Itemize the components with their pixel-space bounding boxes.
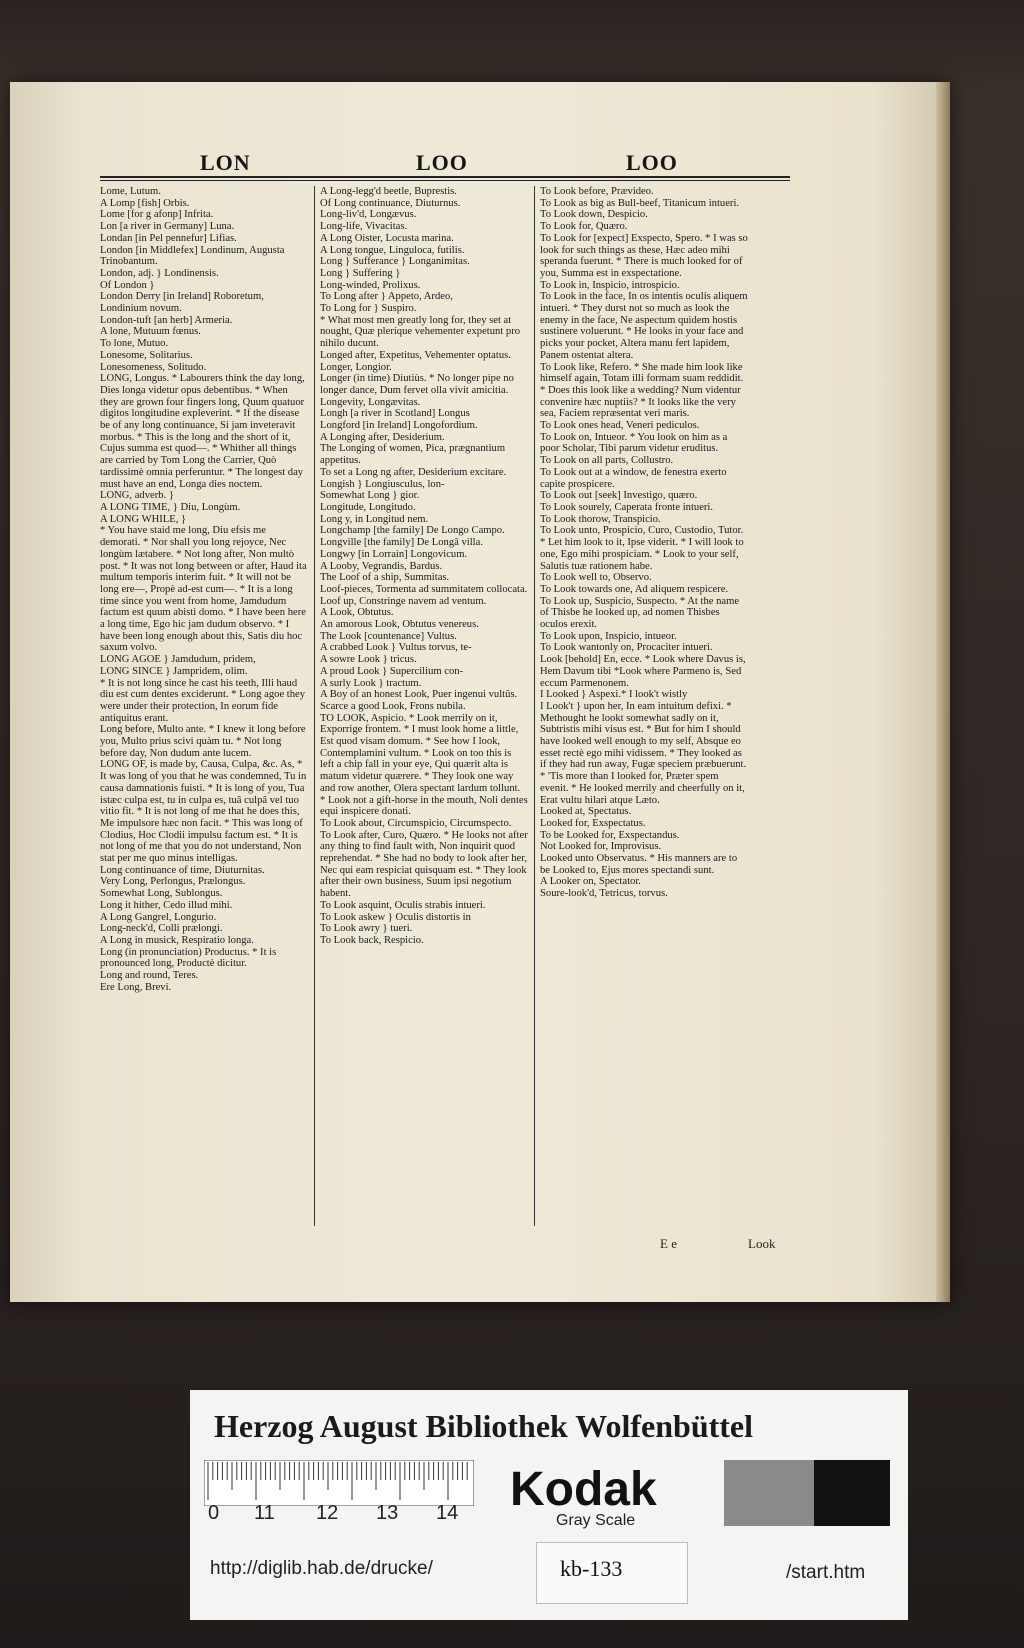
dictionary-entry: Long-life, Vivacitas. xyxy=(320,221,408,233)
dictionary-entry: Long } Sufferance } Longanimitas. xyxy=(320,256,470,268)
dictionary-entry: To Long for } Suspiro. xyxy=(320,303,417,315)
dictionary-entry: LONG AGOE } Jamdudum, pridem, xyxy=(100,654,256,666)
dictionary-entry: A Long tongue, Linguloca, futilis. xyxy=(320,244,465,256)
dictionary-entry: To Look thorow, Transpicio. xyxy=(540,513,661,525)
dictionary-entry: To Look upon, Inspicio, intueor. xyxy=(540,630,677,642)
dictionary-entry: Loof-pieces, Tormenta ad summitatem collocata. xyxy=(320,583,528,595)
dictionary-entry: I Look't } upon her, In eam intuitum defixi. * Methought he lookt somewhat sadly on it, Subtristis mihi visus est. * But for him I should have looked well enough to my self, Absque eo esset rectè ego mihi vidissem. * They looked as if they had run away, Fugæ speciem præbuerunt. * 'Tis more than I looked for, Præter spem evenit. * He looked merrily and cheerfully on it, Erat vultu hilari atque Læto. xyxy=(540,700,747,806)
dictionary-entry: To Look for, Quæro. xyxy=(540,221,628,233)
dictionary-entry: * What most men greatly long for, they set at nought, Quæ pleríque vehementer expetunt pro nihilo ducunt. xyxy=(320,314,521,350)
dictionary-entry: Lome [for g afonp] Infrita. xyxy=(100,209,214,221)
dictionary-entry: LONG, Longus. * Labourers think the day long, Dies longa videtur opus debentibus. * When they are grown four fingers long, Quum quatuor digitos longitudine expleverint. * If the disease be of any long continuance, Si jam inveteravit morbus. * This is the long and the short of it, Cujus summa est quod—. * Whither all things are carried by Tom Long the Carrier, Quò tardissimè omnia perferuntur. * The longest day must have an end, Longa dies noctem. xyxy=(100,373,305,490)
dictionary-entry: To set a Long ng after, Desiderium excitare. xyxy=(320,466,507,478)
dictionary-entry: Longer, Longior. xyxy=(320,361,392,373)
dictionary-entry: * You have staid me long, Diu efsis me demorati. * Nor shall you long rejoyce, Nec longùm lætabere. * Not long after, Non multò post. * It was not long between or after, Haud ita multum temporis interim fuit. * It will not be long ere—, Propè ad-est cum—. * It is a long time since you went from home, Jamdudum factum est quum abisti domo. * I have been here a long time, Ego hic jam dudum observo. * I have been long enough about this, Satis diu hoc saxum volvo. xyxy=(100,525,307,654)
page-edge xyxy=(936,82,950,1302)
dictionary-entry: To Look towards one, Ad aliquem respicere. xyxy=(540,583,729,595)
dictionary-entry: LONG, adverb. } xyxy=(100,490,174,502)
dictionary-entry: A Boy of an honest Look, Puer ingenui vultûs. xyxy=(320,689,518,701)
dictionary-entry: Longish } Longiusculus, lon- xyxy=(320,478,445,490)
signature-mark: E e xyxy=(660,1236,677,1251)
dictionary-entry: To Look unto, Prospicio, Curo, Custodio, Tutor. * Let him look to it, Ipse viderit. * I will look to one, Ego mihi prospiciam. * Look to your self, Salutis tuæ rationem habe. xyxy=(540,525,744,572)
dictionary-entry: The Look [countenance] Vultus. xyxy=(320,630,457,642)
dictionary-entry: A Long-legg'd beetle, Buprestis. xyxy=(320,186,457,197)
dictionary-entry: Long-neck'd, Colli prælongi. xyxy=(100,923,223,935)
dictionary-entry: Not Looked for, Improvisus. xyxy=(540,841,662,853)
dictionary-entry: Looked at, Spectatus. xyxy=(540,806,632,818)
dictionary-entry: Longville [the family] De Longâ villa. xyxy=(320,537,483,549)
dictionary-entry: Soure-look'd, Tetricus, torvus. xyxy=(540,888,668,900)
dictionary-entry: London-tuft [an herb] Armeria. xyxy=(100,314,233,326)
dictionary-entry: A surly Look } tractum. xyxy=(320,677,422,689)
dictionary-entry: To Look after, Curo, Quæro. * He looks not after any thing to find fault with, Non inquirit quod reprehendat. * She had no body to look after her, Nec qui eam respiciat quisquam est. * They look after their own business, Suum ipsi negotium habent. xyxy=(320,829,528,900)
dictionary-entry: To Look askew } Oculis distortis in xyxy=(320,911,471,923)
dictionary-entry: Longed after, Expetitus, Vehementer optatus. xyxy=(320,349,511,361)
dictionary-entry: To Look in, Inspicio, introspicio. xyxy=(540,279,680,291)
kodak-logo: Kodak xyxy=(510,1463,657,1516)
dictionary-entry: To Look as big as Bull-beef, Titanicum intueri. xyxy=(540,197,740,209)
dictionary-entry: Long and round, Teres. xyxy=(100,970,199,982)
scan-code: kb-133 xyxy=(560,1556,623,1581)
ruler-label: 12 xyxy=(316,1502,339,1524)
dictionary-entry: Lon [a river in Germany] Luna. xyxy=(100,221,235,233)
dictionary-entry: To Look before, Prævideo. xyxy=(540,186,654,197)
dictionary-entry: I Looked } Aspexi.* I look't wistly xyxy=(540,689,688,701)
dictionary-entry: A Looker on, Spectator. xyxy=(540,876,641,888)
dictionary-entry: Long before, Multo ante. * I knew it long before you, Multo prius scivi quàm tu. * Not long before day, Non dudum ante lucem. xyxy=(100,724,306,759)
dictionary-entry: Somewhat Long } gior. xyxy=(320,490,420,502)
dictionary-entry: To Look out [seek] Investigo, quæro. xyxy=(540,490,698,502)
dictionary-entry: Of London } xyxy=(100,279,155,291)
column-3 xyxy=(540,186,748,1226)
dictionary-entry: A LONG WHILE, } xyxy=(100,513,187,525)
dictionary-text-block xyxy=(100,142,790,1292)
dictionary-entry: To be Looked for, Exspectandus. xyxy=(540,829,680,841)
target-card xyxy=(190,1390,908,1620)
gray-scale-label: Gray Scale xyxy=(556,1512,636,1529)
dictionary-entry: The Longing of women, Pica, prægnantium appetitus. xyxy=(320,443,506,467)
dictionary-entry: Londan [in Pel pennefur] Lifias. xyxy=(100,232,237,244)
dictionary-entry: TO LOOK, Aspicio. * Look merrily on it, Exporrige frontem. * I must look home a little, Est quod visam domum. * See how I look, Contemplamini vultum. * Look on too this is left a chip fall in your eye, Qui quærit alta is matum videtur quærere. * They look one way and row another, Olera spectant lardum tollunt. * Look not a gift-horse in the mouth, Noli dentes equi inspicere donati. xyxy=(320,712,528,818)
dictionary-entry: Long } Suffering } xyxy=(320,267,401,279)
column-1 xyxy=(100,186,308,1226)
dictionary-entry: Long-liv'd, Longævus. xyxy=(320,209,417,221)
dictionary-entry: To lone, Mutuo. xyxy=(100,338,169,350)
column-2 xyxy=(320,186,528,1226)
dictionary-entry: To Look well to, Observo. xyxy=(540,572,652,584)
ruler-label: 13 xyxy=(376,1502,399,1524)
dictionary-entry: To Look ones head, Veneri pediculos. xyxy=(540,420,700,432)
running-head-center: LOO xyxy=(416,150,468,175)
header-rule xyxy=(100,176,790,178)
dictionary-entry: A lone, Mutuum fœnus. xyxy=(100,326,201,338)
library-url: http://diglib.hab.de/drucke/ xyxy=(210,1558,433,1579)
dictionary-entry: To Look wantonly on, Procaciter intueri. xyxy=(540,642,713,654)
dictionary-entry: To Look for [expect] Exspecto, Spero. * I was so look for such things as these, Hæc adeo mihi speranda fuerunt. * There is much looked for of you, Summa est in exspectatione. xyxy=(540,232,748,279)
dictionary-entry: Somewhat Long, Sublongus. xyxy=(100,888,223,900)
dictionary-entry: To Look on, Intueor. * You look on him as a poor Scholar, Tibi parum videtur eruditus. xyxy=(540,431,728,455)
dictionary-entry: London [in Middlefex] Londinum, Augusta Trinobantum. xyxy=(100,244,285,268)
running-head-left: LON xyxy=(200,150,251,175)
dictionary-entry: Ere Long, Brevi. xyxy=(100,981,172,993)
dictionary-entry: A LONG TIME, } Diu, Longùm. xyxy=(100,501,241,513)
dictionary-entry: To Look about, Circumspicio, Circumspecto. xyxy=(320,817,512,829)
column-divider xyxy=(314,186,315,1226)
dictionary-entry: Longevity, Longævitas. xyxy=(320,396,421,408)
dictionary-entry: A Longing after, Desiderium. xyxy=(320,431,445,443)
dictionary-entry: To Look asquint, Oculis strabis intueri. xyxy=(320,899,486,911)
dictionary-entry: A Long Gangrel, Longurio. xyxy=(100,911,217,923)
dictionary-entry: LONG OF, is made by, Causa, Culpa, &c. As, * It was long of you that he was condemned, Tu in causa damnationis fuisti. * It is long of you, Tua istæc culpa est, tu in culpa es, tuâ culpâ vel tuo vitio fit. * It is not long of me that he does this, Me impulsore hæc non facit. * This was long of Clodius, Hoc Clodii impulsu factum est. * It is not long of me that you do not understand, Non stat per me quo minus intelligas. xyxy=(100,759,307,865)
catchword: Look xyxy=(748,1236,776,1251)
dictionary-entry: To Look down, Despicio. xyxy=(540,209,648,221)
dictionary-entry: Long (in pronunciation) Productus. * It is pronounced long, Productè dicitur. xyxy=(100,946,277,970)
dictionary-entry: Of Long continuance, Diuturnus. xyxy=(320,197,461,209)
dictionary-entry: Long y, in Longitud nem. xyxy=(320,513,429,525)
dictionary-entry: To Look in the face, In os intentis oculis aliquem intueri. * They durst not so much as look the enemy in the face, Ne aspectum quidem hostis sustinere voluerunt. * He looks in your face and picks your pocket, Altera manu fert lapidem, Panem ostentat altera. xyxy=(540,291,748,361)
dictionary-entry: Look [behold] En, ecce. * Look where Davus is, Hem Davum tibi *Look where Parmeno is, Sed eccum Parmenonem. xyxy=(540,654,746,689)
dictionary-entry: A Lomp [fish] Orbis. xyxy=(100,197,190,209)
dictionary-entry: Longford [in Ireland] Longofordium. xyxy=(320,420,478,432)
dictionary-entry: Lome, Lutum. xyxy=(100,186,161,197)
url-suffix: /start.htm xyxy=(786,1562,866,1583)
ruler-label: 11 xyxy=(254,1502,275,1524)
library-title: Herzog August Bibliothek Wolfenbüttel xyxy=(214,1408,754,1444)
dictionary-entry: A Look, Obtutus. xyxy=(320,607,394,619)
dictionary-entry: A proud Look } Supercilium con- xyxy=(320,665,464,677)
dictionary-entry: London, adj. } Londinensis. xyxy=(100,267,219,279)
dictionary-entry: To Look on all parts, Collustro. xyxy=(540,455,674,467)
running-head-right: LOO xyxy=(626,150,678,175)
dictionary-entry: A Long Oister, Locusta marina. xyxy=(320,232,454,244)
dictionary-entry: Long continuance of time, Diuturnitas. xyxy=(100,864,265,876)
gray-patch xyxy=(724,1460,814,1526)
dictionary-entry: To Look up, Suspicio, Suspecto. * At the name of Thisbe he looked up, ad nomen Thisbes oculos erexit. xyxy=(540,595,740,631)
dictionary-entry: To Look out at a window, de fenestra exerto capite prospicere. xyxy=(540,466,727,490)
ruler-scale xyxy=(204,1460,474,1506)
dictionary-entry: Lonesome, Solitarius. xyxy=(100,349,193,361)
ruler-label: 0 xyxy=(208,1502,220,1524)
dictionary-entry: To Look awry } tueri. xyxy=(320,923,413,935)
dictionary-entry: Longer (in time) Diutiùs. * No longer pipe no longer dance, Dum fervet olla vivit amicitia. xyxy=(320,373,514,396)
dictionary-entry: To Look back, Respicio. xyxy=(320,935,424,946)
dictionary-entry: Looked unto Observatus. * His manners are to be Looked to, Ejus mores spectandi sunt. xyxy=(540,853,738,876)
dictionary-entry: A Long in musick, Respiratio longa. xyxy=(100,935,254,946)
dictionary-entry: Longh [a river in Scotland] Longus xyxy=(320,408,470,420)
dictionary-entry: Very Long, Perlongus, Prælongus. xyxy=(100,876,246,888)
dictionary-entry: Long-winded, Prolixus. xyxy=(320,279,421,291)
dictionary-entry: A sowre Look } tricus. xyxy=(320,654,417,666)
column-divider xyxy=(534,186,535,1226)
dictionary-entry: Longwy [in Lorrain] Longovicum. xyxy=(320,548,468,560)
dictionary-entry: A crabbed Look } Vultus torvus, te- xyxy=(320,642,472,654)
dictionary-entry: Lonesomeness, Solitudo. xyxy=(100,361,207,373)
header-rule-thin xyxy=(100,180,790,181)
dictionary-entry: To Long after } Appeto, Ardeo, xyxy=(320,291,453,303)
book-page xyxy=(10,82,950,1302)
dictionary-entry: Looked for, Exspectatus. xyxy=(540,817,646,829)
dictionary-entry: London Derry [in Ireland] Roboretum, Londinium novum. xyxy=(100,291,264,315)
dictionary-entry: The Loof of a ship, Summitas. xyxy=(320,572,450,584)
dictionary-entry: LONG SINCE } Jampridem, olim. xyxy=(100,665,248,677)
ruler-label: 14 xyxy=(436,1502,459,1524)
dictionary-entry: A Looby, Vegrandis, Bardus. xyxy=(320,560,443,572)
black-patch xyxy=(814,1460,890,1526)
dictionary-entry: Scarce a good Look, Frons nubila. xyxy=(320,700,466,712)
dictionary-entry: Loof up, Constringe navem ad ventum. xyxy=(320,595,487,607)
dictionary-entry: Longitude, Longitudo. xyxy=(320,501,416,513)
dictionary-entry: * It is not long since he cast his teeth, Illi haud diu est cum dentes exciderunt. * Long agoe they were under their protection, In eorum fide antiquitus erant. xyxy=(100,677,306,724)
dictionary-entry: Longchamp [the family] De Longo Campo. xyxy=(320,525,505,537)
dictionary-entry: An amorous Look, Obtutus venereus. xyxy=(320,619,479,631)
dictionary-entry: Long it hither, Cedo illud mihi. xyxy=(100,899,233,911)
dictionary-entry: To Look like, Refero. * She made him look like himself again, Totam illi formam suam reddidit. * Does this look like a wedding? Num videntur convenire hæc nuptiis? * It looks like the very sea, Faciem repræsentat veri maris. xyxy=(540,361,744,420)
dictionary-entry: To Look sourely, Caperata fronte intueri. xyxy=(540,501,714,513)
